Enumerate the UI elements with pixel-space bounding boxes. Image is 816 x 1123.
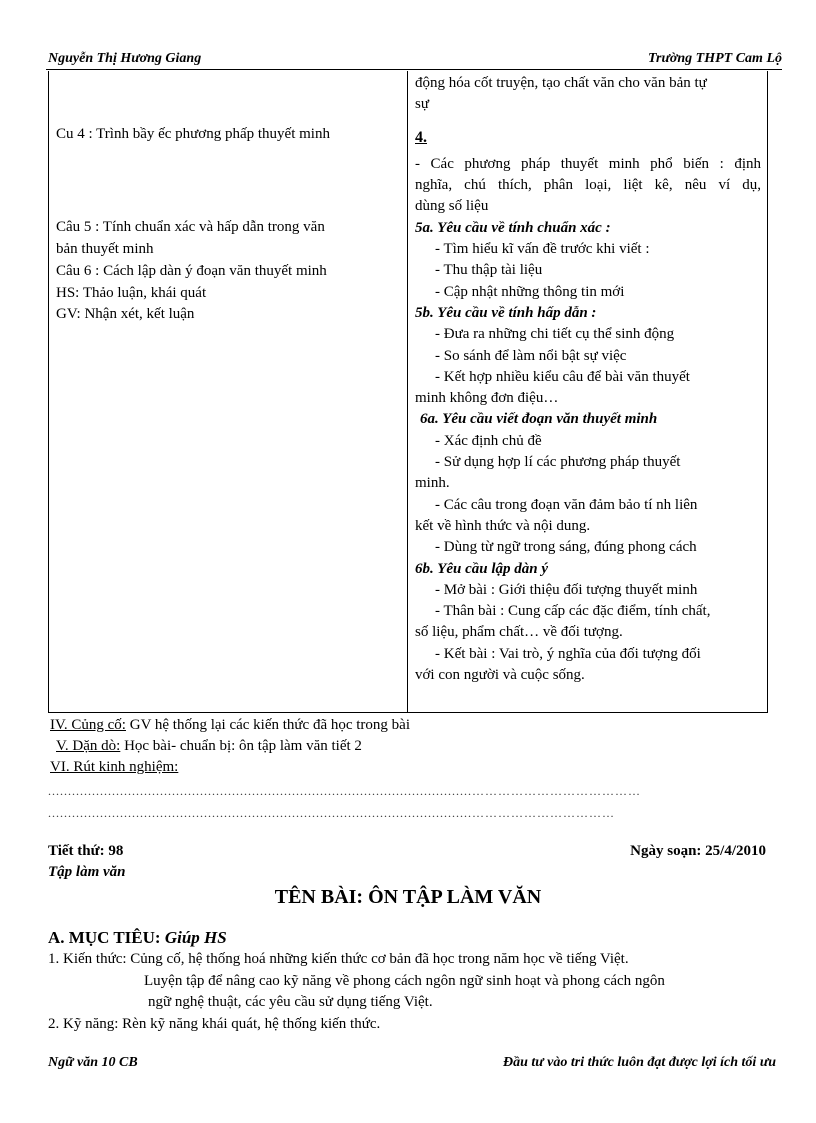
question-4: Cu 4 : Trình bầy ếc phương phấp thuyết minh	[56, 126, 330, 142]
question-5-line2: bản thuyết minh	[56, 241, 154, 257]
continued-line2: sự	[415, 96, 429, 113]
section-4-heading: 4.	[415, 128, 427, 146]
homework-line	[50, 736, 410, 757]
list-item-continued: với con người và cuộc sống.	[415, 667, 585, 684]
method-line3: dùng số liệu	[415, 198, 489, 215]
homework-label: V. Dặn dò:	[56, 738, 121, 754]
objectives-heading	[48, 928, 227, 948]
list-item-continued: kết về hình thức và nội dung.	[415, 517, 591, 534]
experience-line	[50, 757, 410, 778]
consolidation-label: IV. Củng cố:	[50, 717, 126, 733]
list-item-continued: minh không đơn điệu…	[415, 390, 559, 407]
header-school: Trường THPT Cam Lộ	[648, 51, 782, 66]
objectives-body	[48, 949, 665, 1035]
skills-line: 2. Kỹ năng: Rèn kỹ năng khái quát, hệ thống kiến thức.	[48, 1015, 381, 1032]
homework-text: Học bài- chuẩn bị: ôn tập làm văn tiết 2	[120, 738, 362, 754]
list-item: - Dùng từ ngữ trong sáng, đúng phong cách	[435, 539, 697, 556]
question-5-line1: Câu 5 : Tính chuẩn xác và hấp dẫn trong văn	[56, 219, 325, 235]
list-item: - Tìm hiểu kĩ vấn đề trước khi viết :	[435, 241, 650, 258]
list-item: - Các câu trong đoạn văn đảm bảo tí nh liên	[435, 496, 698, 513]
subject: Tập làm văn	[48, 864, 126, 880]
section-6b-heading: 6b. Yêu cầu lập dàn ý	[415, 560, 549, 577]
question-6: Câu 6 : Cách lập dàn ý đoạn văn thuyết minh	[56, 263, 327, 279]
list-item: - Xác định chủ đề	[435, 432, 542, 449]
list-item: - Thu thập tài liệu	[435, 262, 543, 279]
method-line2: nghĩa, chú thích, phân loại, liệt kê, nêu ví dụ,	[415, 177, 761, 194]
list-item: - Sử dụng hợp lí các phương pháp thuyết	[435, 454, 681, 471]
hs-activity: HS: Thảo luận, khái quát	[56, 285, 207, 301]
lesson-table	[48, 71, 768, 713]
gv-activity: GV: Nhận xét, kết luận	[56, 306, 195, 322]
dotted-line-2: ..........................................................................................................……………………………	[48, 806, 615, 820]
header-author: Nguyễn Thị Hương Giang	[48, 51, 202, 66]
objectives-label: A. MỤC TIÊU:	[48, 928, 165, 947]
method-line1: - Các phương pháp thuyết minh phổ biến : định	[415, 155, 761, 172]
consolidation-text: GV hệ thống lại các kiến thức đã học trong bài	[125, 717, 411, 733]
section-6a-heading: 6a. Yêu cầu viết đoạn văn thuyết minh	[420, 411, 658, 428]
list-item: - Kết bài : Vai trò, ý nghĩa của đối tượng đối	[435, 645, 701, 662]
footer-motto: Đầu tư vào tri thức luôn đạt được lợi ích tối ưu	[503, 1055, 776, 1070]
list-item-continued: số liệu, phẩm chất… về đối tượng.	[415, 624, 623, 641]
dotted-line-1: ..........................................................................................................…………………………………	[48, 784, 641, 798]
experience-label: VI. Rút kinh nghiệm:	[50, 759, 179, 775]
list-item: - So sánh để làm nổi bật sự việc	[435, 347, 627, 364]
knowledge-line-3: ngữ nghệ thuật, các yêu cầu sử dụng tiếng Việt.	[148, 994, 433, 1010]
period-number: Tiết thứ: 98	[48, 843, 124, 859]
knowledge-line: 1. Kiến thức: Củng cố, hệ thống hoá những kiến thức cơ bản đã học trong năm học về tiếng Việt.	[48, 951, 629, 967]
column-divider	[407, 71, 408, 712]
list-item: - Kết hợp nhiều kiểu câu để bài văn thuyết	[435, 368, 690, 385]
continued-line1: động hóa cốt truyện, tạo chất văn cho văn bản tự	[415, 75, 707, 91]
list-item-continued: minh.	[415, 475, 450, 492]
prepared-date: Ngày soạn: 25/4/2010	[630, 843, 766, 859]
right-column	[415, 71, 761, 686]
list-item: - Cập nhật những thông tin mới	[435, 283, 625, 300]
section-5b-heading: 5b. Yêu cầu về tính hấp dẫn :	[415, 304, 597, 321]
header-rule	[46, 69, 782, 70]
lesson-wrapup	[50, 715, 410, 778]
footer-subject: Ngữ văn 10 CB	[48, 1055, 138, 1070]
list-item: - Thân bài : Cung cấp các đặc điểm, tính chất,	[435, 603, 711, 620]
knowledge-line-2: Luyện tập để nâng cao kỹ năng về phong cách ngôn ngữ sinh hoạt và phong cách ngôn	[144, 972, 665, 989]
list-item: - Đưa ra những chi tiết cụ thể sinh động	[435, 326, 675, 343]
consolidation-line	[50, 715, 410, 736]
list-item: - Mở bài : Giới thiệu đối tượng thuyết minh	[435, 581, 698, 598]
objectives-target: Giúp HS	[164, 928, 227, 947]
lesson-title: TÊN BÀI: ÔN TẬP LÀM VĂN	[274, 886, 542, 908]
section-5a-heading: 5a. Yêu cầu về tính chuẩn xác :	[415, 219, 611, 236]
